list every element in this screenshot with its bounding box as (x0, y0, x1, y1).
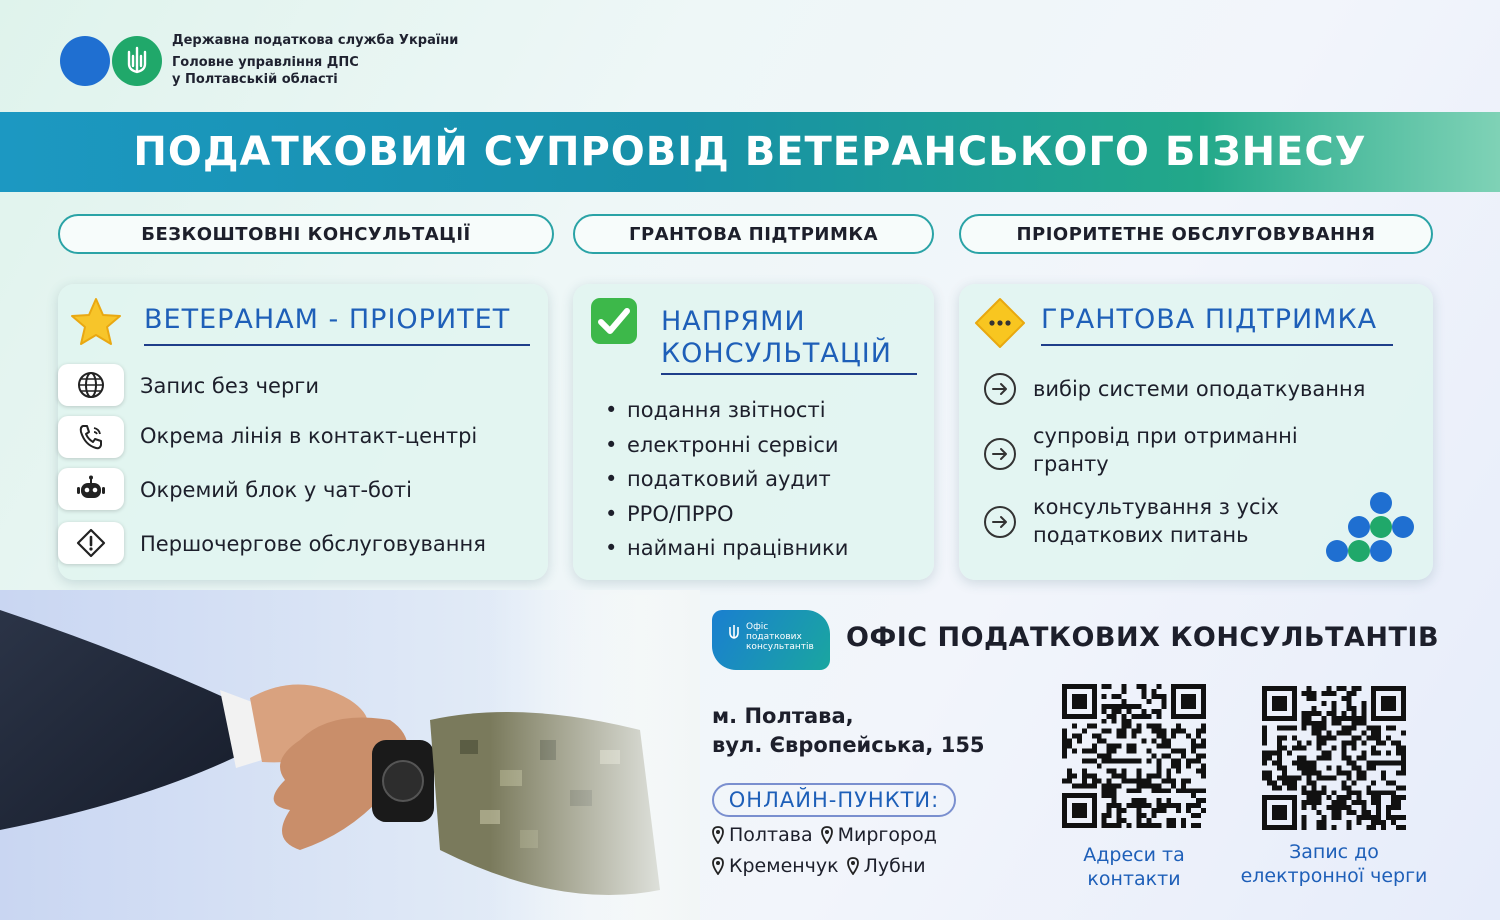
arrow-right-icon (984, 506, 1016, 538)
handshake-photo (0, 590, 700, 920)
list-item: • електронні сервіси (601, 428, 848, 463)
address-line-1: м. Полтава, (712, 704, 854, 728)
robot-icon (58, 468, 124, 510)
grant-item (1033, 493, 1279, 549)
page-title: ПОДАТКОВИЙ СУПРОВІД ВЕТЕРАНСЬКОГО БІЗНЕСУ (133, 129, 1367, 175)
warning-diamond-icon (58, 522, 124, 564)
card-veterans-priority (58, 284, 548, 580)
priority-item: Першочергове обслуговування (140, 532, 486, 556)
list-item: • РРО/ПРРО (601, 497, 848, 532)
priority-item: Окремий блок у чат-боті (140, 478, 412, 502)
qr-caption-line-2: електронної черги (1240, 865, 1428, 887)
list-item: • наймані працівники (601, 531, 848, 566)
org-name (172, 32, 458, 88)
office-title: ОФІС ПОДАТКОВИХ КОНСУЛЬТАНТІВ (846, 622, 1440, 653)
city-item: Лубни (863, 855, 926, 877)
cities-row (712, 824, 937, 846)
card-consultation-directions (573, 284, 934, 580)
arrow-right-icon (984, 373, 1016, 405)
qr-caption-line-1: Адреси та (1083, 844, 1185, 866)
title-underline (661, 373, 917, 375)
location-pin-icon (712, 857, 724, 875)
qr-caption-contacts (1064, 843, 1204, 891)
pill-free-consultations: БЕЗКОШТОВНІ КОНСУЛЬТАЦІЇ (58, 214, 554, 254)
office-logo-line-2: податкових (746, 632, 802, 642)
trident-icon (728, 624, 740, 643)
grant-item (1033, 375, 1365, 403)
org-line-2: Головне управління ДПС (172, 55, 359, 70)
dots-cluster-icon (1321, 490, 1417, 566)
chat-dots-icon (973, 296, 1027, 354)
org-line-3: у Полтавській області (172, 72, 338, 87)
priority-item: Окрема лінія в контакт-центрі (140, 424, 478, 448)
check-icon (589, 296, 639, 350)
qr-caption-line-2: контакти (1087, 868, 1181, 890)
list-item: • податковий аудит (601, 462, 848, 497)
card-title: ГРАНТОВА ПІДТРИМКА (1041, 304, 1378, 335)
card-title: ВЕТЕРАНАМ - ПРІОРИТЕТ (144, 304, 511, 335)
grant-item-line: вибір системи оподаткування (1033, 377, 1366, 401)
card-grant-support (959, 284, 1433, 580)
globe-icon (58, 364, 124, 406)
qr-caption-line-1: Запис до (1289, 841, 1379, 863)
card-title-line-1: НАПРЯМИ (661, 306, 806, 337)
grant-item-line: гранту (1033, 452, 1109, 476)
consultation-list (601, 393, 848, 566)
arrow-right-icon (984, 438, 1016, 470)
card-title-line-2: КОНСУЛЬТАЦІЙ (661, 338, 892, 369)
city-item: Миргород (837, 824, 937, 846)
trident-icon (112, 36, 162, 86)
grant-item (1033, 422, 1298, 478)
title-underline (144, 344, 530, 346)
office-logo-line-1: Офіс (746, 622, 769, 632)
grant-item-line: податкових питань (1033, 523, 1249, 547)
org-line-1: Державна податкова служба України (172, 33, 459, 48)
office-logo-line-3: консультантів (746, 642, 814, 652)
city-item: Полтава (729, 824, 813, 846)
city-item: Кременчук (729, 855, 839, 877)
pill-grant-support: ГРАНТОВА ПІДТРИМКА (573, 214, 934, 254)
title-underline (1041, 344, 1393, 346)
location-pin-icon (847, 857, 859, 875)
qr-code-contacts[interactable] (1062, 684, 1206, 828)
pill-priority-service: ПРІОРИТЕТНЕ ОБСЛУГОВУВАННЯ (959, 214, 1433, 254)
qr-code-queue[interactable] (1262, 686, 1406, 830)
address-line-2: вул. Європейська, 155 (712, 733, 985, 757)
location-pin-icon (712, 826, 724, 844)
phone-icon (58, 416, 124, 458)
title-banner (0, 112, 1500, 192)
logo-blue-circle (60, 36, 110, 86)
online-points-label: ОНЛАЙН-ПУНКТИ: (712, 783, 956, 817)
star-icon (68, 296, 124, 352)
qr-caption-queue (1224, 840, 1444, 888)
grant-item-line: супровід при отриманні (1033, 424, 1298, 448)
priority-item: Запис без черги (140, 374, 319, 398)
cities-row (712, 855, 926, 877)
dps-logo (60, 36, 170, 86)
office-logo (712, 610, 830, 670)
grant-item-line: консультування з усіх (1033, 495, 1279, 519)
office-address (712, 702, 985, 760)
list-item: • подання звітності (601, 393, 848, 428)
location-pin-icon (821, 826, 833, 844)
